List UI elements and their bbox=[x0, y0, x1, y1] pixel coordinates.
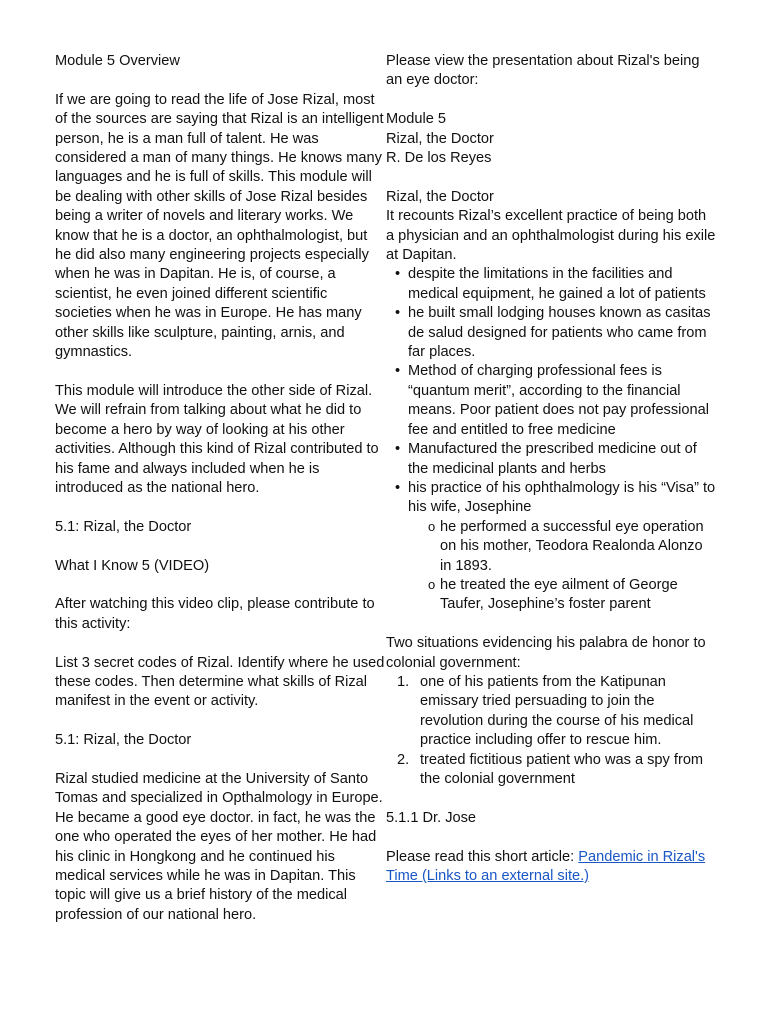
situations-list bbox=[386, 673, 716, 789]
overview-paragraph-1: If we are going to read the life of Jose Rizal, most of the sources are saying that Rizal is an intelligent person, he is a man full of talent. He was considered a man of many things. He knows many languages and he is full of skills. This module will be dealing with other skills of Jose Rizal besides being a writer of novels and literary works. We know that he is a doctor, an ophthalmologist, but he did also many engineering projects especially when he was in Dapitan. He is, of course, a scientist, he even joined different scientific societies when he was in Europe. He has many other skills like sculpture, painting, arnis, and gymnastics. bbox=[55, 91, 384, 361]
right-column bbox=[386, 52, 716, 886]
module-title: Rizal, the Doctor bbox=[386, 130, 494, 147]
list-item: • Manufactured the prescribed medicine out of the medicinal plants and herbs bbox=[386, 440, 716, 479]
list-number: 2. bbox=[397, 751, 410, 768]
presentation-intro: Please view the presentation about Rizal's being an eye doctor: bbox=[386, 53, 700, 89]
sub-list-item: o he treated the eye ailment of George Taufer, Josephine’s foster parent bbox=[408, 576, 716, 615]
section-title: Rizal, the Doctor bbox=[386, 188, 494, 205]
list-item: • Method of charging professional fees is “quantum merit”, according to the financial means. Poor patient does not pay professional fee and entitled to free medicine bbox=[386, 362, 716, 440]
activity-instruction: List 3 secret codes of Rizal. Identify where he used these codes. Then determine what skills of Rizal manifest in the event or activity. bbox=[55, 654, 385, 710]
what-i-know-heading: What I Know 5 (VIDEO) bbox=[55, 557, 210, 574]
module-overview-title: Module 5 Overview bbox=[55, 53, 180, 69]
pandemic-article-link[interactable]: Pandemic in Rizal's Time (Links to an external site.) bbox=[386, 848, 706, 884]
video-instruction: After watching this video clip, please contribute to this activity: bbox=[55, 596, 375, 632]
read-article-prefix: Please read this short article: bbox=[386, 848, 579, 865]
list-item: • he built small lodging houses known as casitas de salud designed for patients who came from far places. bbox=[386, 304, 716, 362]
list-item-text: his practice of his ophthalmology is his “Visa” to his wife, Josephine bbox=[408, 479, 716, 516]
list-item bbox=[386, 751, 716, 790]
list-item bbox=[386, 673, 716, 751]
read-article-line bbox=[386, 848, 716, 887]
list-item-text: treated fictitious patient who was a spy from the colonial government bbox=[420, 751, 704, 787]
left-column bbox=[55, 52, 385, 925]
section-text: It recounts Rizal’s excellent practice of being both a physician and an ophthalmologist during his exile at Dapitan. bbox=[386, 208, 716, 264]
list-item-text: one of his patients from the Katipunan emissary tried persuading to join the revolution during the course of his medical practice including offer to rescue him. bbox=[420, 673, 694, 749]
subsection-heading: 5.1.1 Dr. Jose bbox=[386, 809, 477, 826]
medicine-paragraph: Rizal studied medicine at the University of Santo Tomas and specialized in Opthalmology in Europe. He became a good eye doctor. in fact, he was the one who operated the eyes of her mother. He had his clinic in Hongkong and he continued his medical services while he was in Dapitan. This topic will give us a brief history of the medical profession of our national hero. bbox=[55, 770, 383, 923]
list-item: • despite the limitations in the facilities and medical equipment, he gained a lot of patients bbox=[386, 265, 716, 304]
list-number: 1. bbox=[397, 673, 410, 690]
situations-title: Two situations evidencing his palabra de honor to colonial government: bbox=[386, 635, 706, 671]
module-author: R. De los Reyes bbox=[386, 150, 492, 167]
sub-bullet-list bbox=[408, 518, 716, 615]
section-heading-rizal-doctor: 5.1: Rizal, the Doctor bbox=[55, 518, 192, 535]
module-label: Module 5 bbox=[386, 111, 447, 128]
section-heading-rizal-doctor-2: 5.1: Rizal, the Doctor bbox=[55, 732, 192, 749]
practice-bullet-list bbox=[386, 265, 716, 614]
overview-paragraph-2: This module will introduce the other side of Rizal. We will refrain from talking about what he did to become a hero by way of looking at his other activities. Although this kind of Rizal contributed to his fame and always included when he is introduced as the national hero. bbox=[55, 382, 379, 496]
sub-list-item: o he performed a successful eye operation on his mother, Teodora Realonda Alonzo in 1893. bbox=[408, 518, 716, 576]
list-item bbox=[386, 479, 716, 615]
